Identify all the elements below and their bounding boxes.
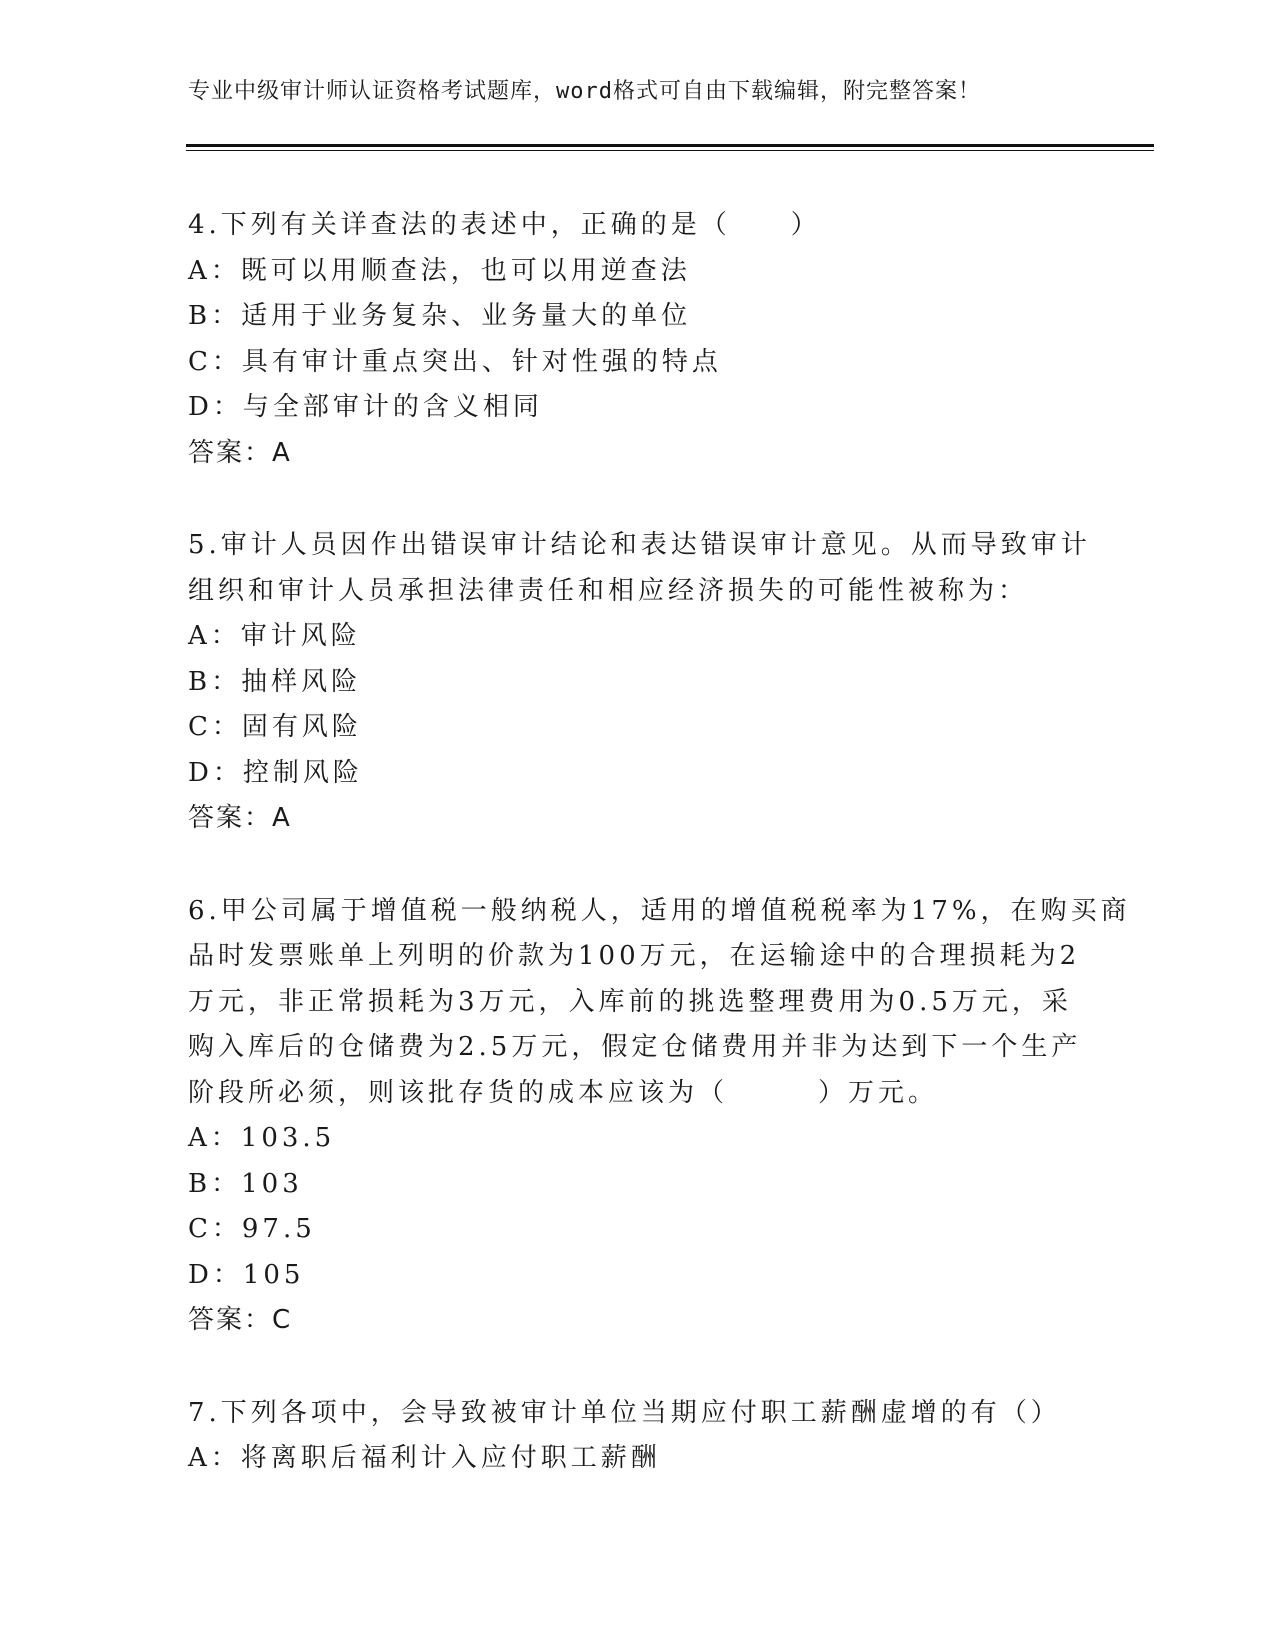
header-divider-thin (186, 150, 1154, 151)
option-b: B：适用于业务复杂、业务量大的单位 (188, 301, 692, 331)
option-d: D：105 (188, 1259, 305, 1290)
answer: 答案：C (188, 1305, 293, 1335)
header-divider (186, 144, 1154, 147)
question-stem: 万元，非正常损耗为3万元，入库前的挑选整理费用为0.5万元，采 (188, 986, 1072, 1017)
option-c: C：具有审计重点突出、针对性强的特点 (188, 346, 722, 377)
question-5 (188, 523, 1091, 842)
option-d: D：与全部审计的含义相同 (188, 392, 543, 422)
question-7 (188, 1391, 1088, 1482)
question-6 (188, 889, 1131, 1344)
option-c: C：97.5 (188, 1214, 316, 1244)
question-4 (188, 203, 1088, 476)
question-stem: 7.下列各项中，会导致被审计单位当期应付职工薪酬虚增的有（） (188, 1397, 1061, 1428)
question-stem: 组织和审计人员承担法律责任和相应经济损失的可能性被称为： (188, 575, 1029, 606)
answer: 答案：A (188, 803, 292, 833)
question-stem: 阶段所必须，则该批存货的成本应该为（ ）万元。 (188, 1077, 939, 1108)
question-stem: 4.下列有关详查法的表述中，正确的是（ ） (188, 210, 821, 240)
question-stem: 购入库后的仓储费为2.5万元，假定仓储费用并非为达到下一个生产 (188, 1032, 1082, 1062)
question-stem: 5.审计人员因作出错误审计结论和表达错误审计意见。从而导致审计 (188, 530, 1091, 560)
option-d: D：控制风险 (188, 757, 363, 788)
option-c: C：固有风险 (188, 712, 362, 742)
question-stem: 6.甲公司属于增值税一般纳税人，适用的增值税税率为17%，在购买商 (188, 895, 1131, 926)
option-a: A：将离职后福利计入应付职工薪酬 (188, 1443, 661, 1473)
option-a: A：审计风险 (188, 621, 361, 651)
option-a: A：103.5 (188, 1123, 336, 1153)
option-b: B：103 (188, 1168, 303, 1199)
answer: 答案：A (188, 437, 292, 468)
option-b: B：抽样风险 (188, 666, 362, 697)
question-stem: 品时发票账单上列明的价款为100万元，在运输途中的合理损耗为2 (188, 941, 1081, 971)
option-a: A：既可以用顺查法，也可以用逆查法 (188, 255, 691, 286)
question-list (188, 203, 1131, 1529)
page-header: 专业中级审计师认证资格考试题库，word格式可自由下载编辑，附完整答案！ (188, 79, 981, 104)
